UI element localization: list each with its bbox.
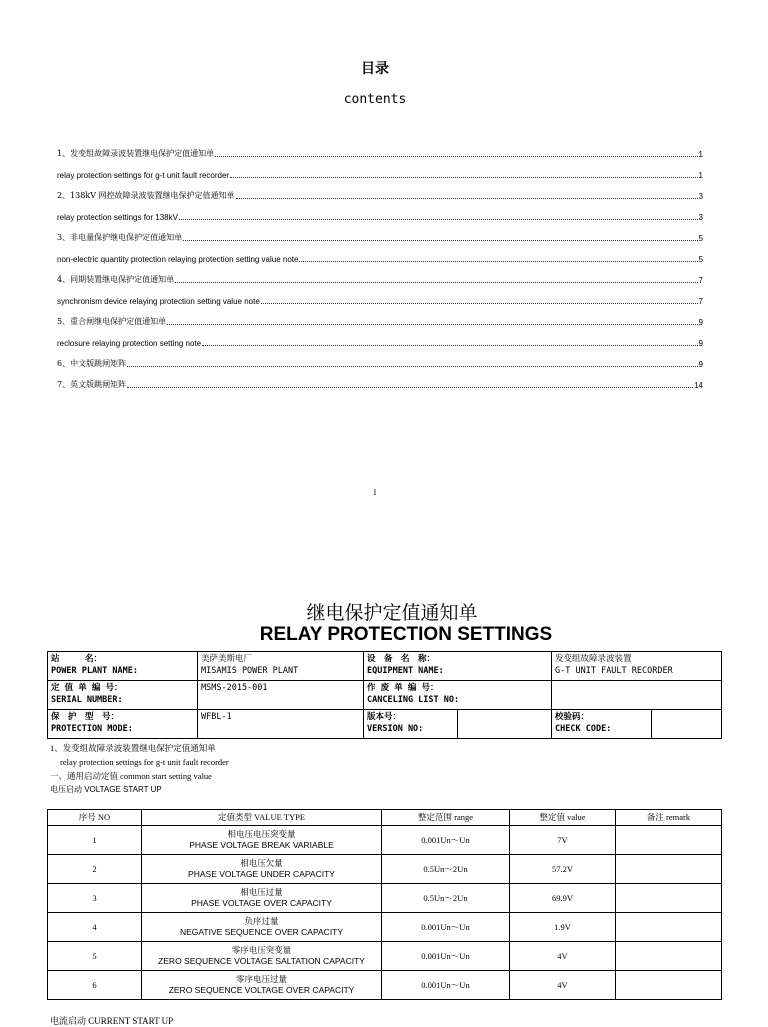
section-heading-zh: 1、发变组故障录波装置继电保护定值通知单 bbox=[50, 743, 216, 753]
toc-entry-label: 1、发变组故障录波装置继电保护定值通知单 bbox=[57, 149, 215, 158]
subsection-heading: 一、通用启动定值 common start setting value bbox=[50, 771, 212, 781]
value-type-cell bbox=[142, 942, 382, 971]
value-cell: 4V bbox=[510, 971, 616, 1000]
toc-entry-label: relay protection settings for g-t unit fault recorder bbox=[57, 171, 230, 180]
toc-entry[interactable] bbox=[57, 285, 703, 306]
value-type-zh: 相电压欠量 bbox=[240, 858, 283, 868]
range-cell: 0.5Un～2Un bbox=[382, 855, 510, 884]
row-number: 4 bbox=[48, 913, 142, 942]
table-row bbox=[48, 913, 722, 942]
value-type-zh: 零序电压突变量 bbox=[231, 945, 292, 955]
column-header: 整定范围 range bbox=[382, 810, 510, 826]
toc-entry-page: 14 bbox=[694, 381, 703, 390]
toc-title: 目录 bbox=[361, 62, 389, 77]
check-code-key: 校验码： CHECK CODE: bbox=[552, 710, 652, 739]
value-type-en: ZERO SEQUENCE VOLTAGE OVER CAPACITY bbox=[168, 985, 355, 995]
document-title-zh: 继电保护定值通知单 bbox=[306, 602, 478, 624]
column-header: 备注 remark bbox=[616, 810, 722, 826]
toc-entry-page: 1 bbox=[698, 150, 703, 159]
value-type-en: PHASE VOLTAGE BREAK VARIABLE bbox=[189, 840, 334, 850]
range-cell: 0.5Un～2Un bbox=[382, 884, 510, 913]
version-value bbox=[458, 710, 552, 739]
canceling-list-value bbox=[552, 681, 722, 710]
column-header: 定值类型 VALUE TYPE bbox=[142, 810, 382, 826]
toc-leader-dots bbox=[167, 324, 697, 325]
toc-entry-label: non-electric quantity protection relaying protection setting value note bbox=[57, 255, 299, 264]
toc-leader-dots bbox=[175, 282, 697, 283]
toc-entry-page: 9 bbox=[698, 360, 703, 369]
row-number: 2 bbox=[48, 855, 142, 884]
value-type-cell bbox=[142, 826, 382, 855]
value-cell: 4V bbox=[510, 942, 616, 971]
toc-leader-dots bbox=[127, 366, 697, 367]
toc-entry[interactable] bbox=[57, 327, 703, 348]
voltage-settings-table bbox=[47, 809, 722, 1000]
document-title-en: RELAY PROTECTION SETTINGS bbox=[259, 624, 553, 645]
serial-number-value: MSMS-2015-001 bbox=[198, 681, 364, 710]
toc-entry-label: relay protection settings for 138kV bbox=[57, 213, 178, 222]
section-heading-en: relay protection settings for g-t unit fault recorder bbox=[60, 757, 229, 767]
page-number: I bbox=[373, 488, 377, 497]
serial-number-key: 定 值 单 编 号： SERIAL NUMBER: bbox=[48, 681, 198, 710]
section-notes bbox=[50, 741, 229, 797]
protection-mode-value: WFBL-1 bbox=[198, 710, 364, 739]
station-name-value: 美萨美斯电厂 MISAMIS POWER PLANT bbox=[198, 652, 364, 681]
check-code-value bbox=[652, 710, 722, 739]
toc-entry-label: 7、英文版跳闸矩阵 bbox=[57, 380, 127, 389]
toc-entry[interactable] bbox=[57, 159, 703, 180]
toc-leader-dots bbox=[261, 303, 698, 304]
equipment-name-value: 发变组故障录波装置 G-T UNIT FAULT RECORDER bbox=[552, 652, 722, 681]
voltage-start-heading: 电压启动 VOLTAGE START UP bbox=[50, 785, 162, 794]
version-key: 版本号： VERSION NO: bbox=[364, 710, 458, 739]
toc-entry[interactable] bbox=[57, 180, 703, 201]
value-type-cell bbox=[142, 884, 382, 913]
value-type-en: NEGATIVE SEQUENCE OVER CAPACITY bbox=[179, 927, 344, 937]
range-cell: 0.001Un～Un bbox=[382, 971, 510, 1000]
toc-entry-label: 2、138kV 网控故障录波装置继电保护定值通知单 bbox=[57, 191, 235, 200]
toc-leader-dots bbox=[127, 387, 693, 388]
value-type-zh: 相电压电压突变量 bbox=[227, 829, 296, 839]
remark-cell bbox=[616, 855, 722, 884]
remark-cell bbox=[616, 942, 722, 971]
column-header: 序号 NO bbox=[48, 810, 142, 826]
value-cell: 7V bbox=[510, 826, 616, 855]
range-cell: 0.001Un～Un bbox=[382, 942, 510, 971]
toc-entry[interactable] bbox=[57, 222, 703, 243]
toc-leader-dots bbox=[202, 345, 697, 346]
value-type-cell bbox=[142, 913, 382, 942]
remark-cell bbox=[616, 826, 722, 855]
toc-entry-label: synchronism device relaying protection setting value note bbox=[57, 297, 260, 306]
toc-leader-dots bbox=[230, 177, 697, 178]
value-type-zh: 负序过量 bbox=[244, 916, 279, 926]
toc-entry-label: reclosure relaying protection setting note bbox=[57, 339, 202, 348]
table-row bbox=[48, 826, 722, 855]
remark-cell bbox=[616, 884, 722, 913]
toc-entry-page: 9 bbox=[698, 339, 703, 348]
table-row bbox=[48, 855, 722, 884]
toc-entry-label: 5、重合闸继电保护定值通知单 bbox=[57, 317, 167, 326]
value-cell: 57.2V bbox=[510, 855, 616, 884]
current-start-heading: 电流启动 CURRENT START UP bbox=[50, 1016, 174, 1026]
value-type-cell bbox=[142, 971, 382, 1000]
column-header: 整定值 value bbox=[510, 810, 616, 826]
value-type-zh: 相电压过量 bbox=[240, 887, 283, 897]
range-cell: 0.001Un～Un bbox=[382, 913, 510, 942]
toc-entry[interactable] bbox=[57, 306, 703, 327]
toc-entry[interactable] bbox=[57, 138, 703, 159]
value-type-en: PHASE VOLTAGE UNDER CAPACITY bbox=[188, 869, 335, 879]
toc-leader-dots bbox=[183, 240, 697, 241]
row-number: 5 bbox=[48, 942, 142, 971]
remark-cell bbox=[616, 971, 722, 1000]
toc-entry-page: 3 bbox=[698, 213, 703, 222]
station-name-key: 站 名： POWER PLANT NAME: bbox=[48, 652, 198, 681]
toc-entry-page: 9 bbox=[698, 318, 703, 327]
value-cell: 1.9V bbox=[510, 913, 616, 942]
toc-entry-label: 4、同期装置继电保护定值通知单 bbox=[57, 275, 175, 284]
toc-entry[interactable] bbox=[57, 348, 703, 369]
value-type-en: PHASE VOLTAGE OVER CAPACITY bbox=[191, 898, 332, 908]
equipment-name-key: 设 备 名 称： EQUIPMENT NAME: bbox=[364, 652, 552, 681]
remark-cell bbox=[616, 913, 722, 942]
table-row bbox=[48, 884, 722, 913]
toc-entry-page: 1 bbox=[698, 171, 703, 180]
toc-entry-page: 3 bbox=[698, 192, 703, 201]
toc-subtitle: contents bbox=[343, 92, 407, 107]
toc-entry-page: 7 bbox=[698, 276, 703, 285]
toc-leader-dots bbox=[215, 156, 697, 157]
range-cell: 0.001Un～Un bbox=[382, 826, 510, 855]
value-type-cell bbox=[142, 855, 382, 884]
value-cell: 69.9V bbox=[510, 884, 616, 913]
toc-entry-label: 3、非电量保护继电保护定值通知单 bbox=[57, 233, 183, 242]
toc-leader-dots bbox=[236, 198, 698, 199]
value-type-zh: 零序电压过量 bbox=[235, 974, 287, 984]
table-row bbox=[48, 971, 722, 1000]
settings-header-table bbox=[47, 651, 722, 739]
toc-leader-dots bbox=[299, 261, 697, 262]
toc-entry[interactable] bbox=[57, 243, 703, 264]
toc-entry[interactable] bbox=[57, 201, 703, 222]
toc-entry[interactable] bbox=[57, 369, 703, 390]
protection-mode-key: 保 护 型 号： PROTECTION MODE: bbox=[48, 710, 198, 739]
toc-entry-label: 6、中文版跳闸矩阵 bbox=[57, 359, 127, 368]
row-number: 3 bbox=[48, 884, 142, 913]
toc-entry[interactable] bbox=[57, 264, 703, 285]
value-type-en: ZERO SEQUENCE VOLTAGE SALTATION CAPACITY bbox=[158, 956, 365, 966]
toc-entry-page: 5 bbox=[698, 255, 703, 264]
table-of-contents bbox=[57, 138, 703, 390]
canceling-list-key: 作 废 单 编 号： CANCELING LIST NO: bbox=[364, 681, 552, 710]
row-number: 1 bbox=[48, 826, 142, 855]
toc-entry-page: 5 bbox=[698, 234, 703, 243]
toc-leader-dots bbox=[179, 219, 698, 220]
table-row bbox=[48, 942, 722, 971]
toc-entry-page: 7 bbox=[698, 297, 703, 306]
row-number: 6 bbox=[48, 971, 142, 1000]
